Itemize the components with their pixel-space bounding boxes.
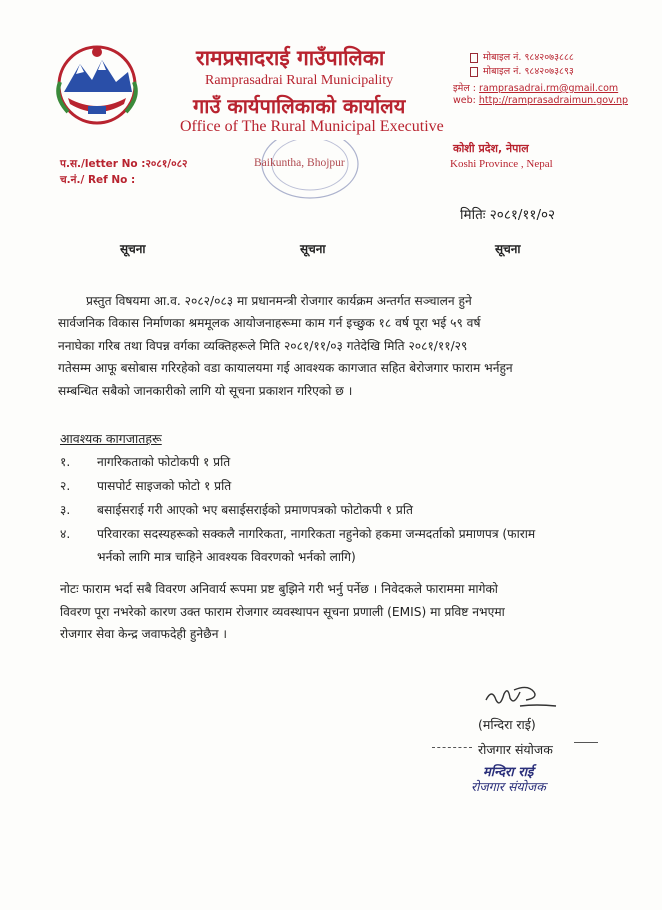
office-address: Baikuntha, Bhojpur <box>254 157 345 169</box>
office-name-nepali: गाउँ कार्यपालिकाको कार्यालय <box>193 94 406 118</box>
mobile-number-2: मोबाइल नं. ९८४२०७३८९३ <box>470 64 574 77</box>
mobile-number-1: मोबाइल नं. ९८४२०७३८८८ <box>470 50 574 63</box>
paragraph-line: सम्बन्धित सबैको जानकारीको लागि यो सूचना प्रकाशन गरिएको छ । <box>58 383 353 398</box>
signatory-title: रोजगार संयोजक <box>478 742 553 757</box>
dash-divider <box>574 742 598 743</box>
note-paragraph <box>60 578 608 646</box>
web-line: web: http://ramprasadraimun.gov.np <box>453 95 629 106</box>
notice-label: सूचना <box>120 242 146 256</box>
notice-label: सूचना <box>495 242 521 256</box>
paragraph-line: गतेसम्म आफू बसोबास गरिरहेको वडा कायालयमा गई आवश्यक कागजात सहित बेरोजगार फाराम भर्नहुन <box>58 361 513 376</box>
notice-label: सूचना <box>300 242 326 256</box>
website-link[interactable]: http://ramprasadraimun.gov.np <box>478 95 629 106</box>
reference-number: च.नं./ Ref No : <box>60 174 136 186</box>
stamp-signatory-title: रोजगार संयोजक <box>471 779 546 794</box>
notice-page: रामप्रसादराई गाउँपालिका Ramprasadrai Rural Municipality गाउँ कार्यपालिकाको कार्यालय Office of The Rural Municipal Executive मोबाइल नं. ९८४२०७३८८८ मोबाइल नं. ९८४२०७३८९३ इमेल : ramprasadrai.rm@gmail.com web: http://ramprasadraimun.gov.np कोशी प्रदेश, नेपाल Koshi Province , Nepal Baikuntha, Bhojpur प.स./letter No :२०८१/०८२ च.नं./ Ref No : मितिः २०८१/११/०२ सूचना सूचना सूचना प्रस्तुत विषयमा आ.व. २०८२/०८३ मा प्रधानमन्त्री रोजगार कार्यक्रम अन्तर्गत सञ्चालन हुने सार्वजनिक विकास निर्माणका श्रममूलक आयोजनाहरूमा काम गर्न इच्छुक १८ वर्ष पूरा भई ५९ वर्ष ननाघेका गरिब तथा विपन्न वर्गका व्यक्तिहरूले मिति २०८१/११/०३ गतेदेखि मिति २०८१/११/२९ गतेसम्म आफू बसोबास गरिरहेको वडा कायालयमा गई आवश्यक कागजात सहित बेरोजगार फाराम भर्नहुन सम्बन्धित सबैको जानकारीको लागि यो सूचना प्रकाशन गरिएको छ । आवश्यक कागजातहरू १. नागरिकताको फोटोकपी १ प्रति २. पासपोर्ट साइजको फोटो १ प्रति ३. बसाईसराई गरी आएको भए बसाईसराईको प्रमाणपत्रको फोटोकपी १ प्रति ४. परिवारका सदस्यहरूको सक्कलै नागरिकता, नागरिकता नहुनेको हकमा जन्मदर्ताको प्रमाणपत्र (फाराम भर्नको लागि मात्र चाहिने आवश्यक विवरणको भर्नको लागि) नोटः फाराम भर्दा सबै विवरण अनिवार्य रूपमा प्रष्ट बुझिने गरी भर्नु पर्नेछ । निवेदकले फाराममा मागेको विवरण पूरा नभरेको कारण उक्त फाराम रोजगार व्यवस्थापन सूचना प्रणाली (EMIS) मा प्रविष्ट नभएमा रोजगार सेवा केन्द्र जवाफदेही हुनेछैन । (मन्दिरा राई) रोजगार संयोजक मन्दिरा राई रोजगार संयोजक <box>0 0 662 910</box>
paragraph-line: प्रस्तुत विषयमा आ.व. २०८२/०८३ मा प्रधानमन्त्री रोजगार कार्यक्रम अन्तर्गत सञ्चालन हुने <box>86 294 472 308</box>
office-name-english: Office of The Rural Municipal Executive <box>180 118 444 135</box>
province-english: Koshi Province , Nepal <box>450 158 553 170</box>
note-line: विवरण पूरा नभरेको कारण उक्त फाराम रोजगार व्यवस्थापन सूचना प्रणाली (EMIS) मा प्रविष्ट नभएमा <box>60 604 505 619</box>
province-nepali: कोशी प्रदेश, नेपाल <box>453 142 529 155</box>
phone-icon <box>470 67 478 77</box>
email-line: इमेल : ramprasadrai.rm@gmail.com <box>453 83 619 94</box>
email-link[interactable]: ramprasadrai.rm@gmail.com <box>479 83 619 94</box>
municipality-name-english: Ramprasadrai Rural Municipality <box>205 73 394 88</box>
notice-paragraph <box>58 290 606 402</box>
phone-icon <box>470 53 478 63</box>
note-line: नोटः फाराम भर्दा सबै विवरण अनिवार्य रूपमा प्रष्ट बुझिने गरी भर्नु पर्नेछ । निवेदकले फाराममा मागेको <box>60 582 498 596</box>
signatory-name: (मन्दिरा राई) <box>478 717 536 732</box>
municipality-logo <box>48 42 146 128</box>
handwritten-signature <box>480 682 560 712</box>
office-stamp <box>240 140 370 210</box>
stamp-signatory-name: मन्दिरा राई <box>483 765 534 780</box>
dash-divider <box>432 747 472 748</box>
paragraph-line: ननाघेका गरिब तथा विपन्न वर्गका व्यक्तिहरूले मिति २०८१/११/०३ गतेदेखि मिति २०८१/११/२९ <box>58 338 468 353</box>
paragraph-line: सार्वजनिक विकास निर्माणका श्रममूलक आयोजनाहरूमा काम गर्न इच्छुक १८ वर्ष पूरा भई ५९ वर्ष <box>58 316 481 331</box>
notice-date: मितिः २०८१/११/०२ <box>460 207 556 223</box>
municipality-name-nepali: रामप्रसादराई गाउँपालिका <box>196 46 385 70</box>
note-line: रोजगार सेवा केन्द्र जवाफदेही हुनेछैन । <box>60 627 227 641</box>
required-documents-heading: आवश्यक कागजातहरू <box>60 431 162 446</box>
letter-number: प.स./letter No :२०८१/०८२ <box>60 158 188 170</box>
